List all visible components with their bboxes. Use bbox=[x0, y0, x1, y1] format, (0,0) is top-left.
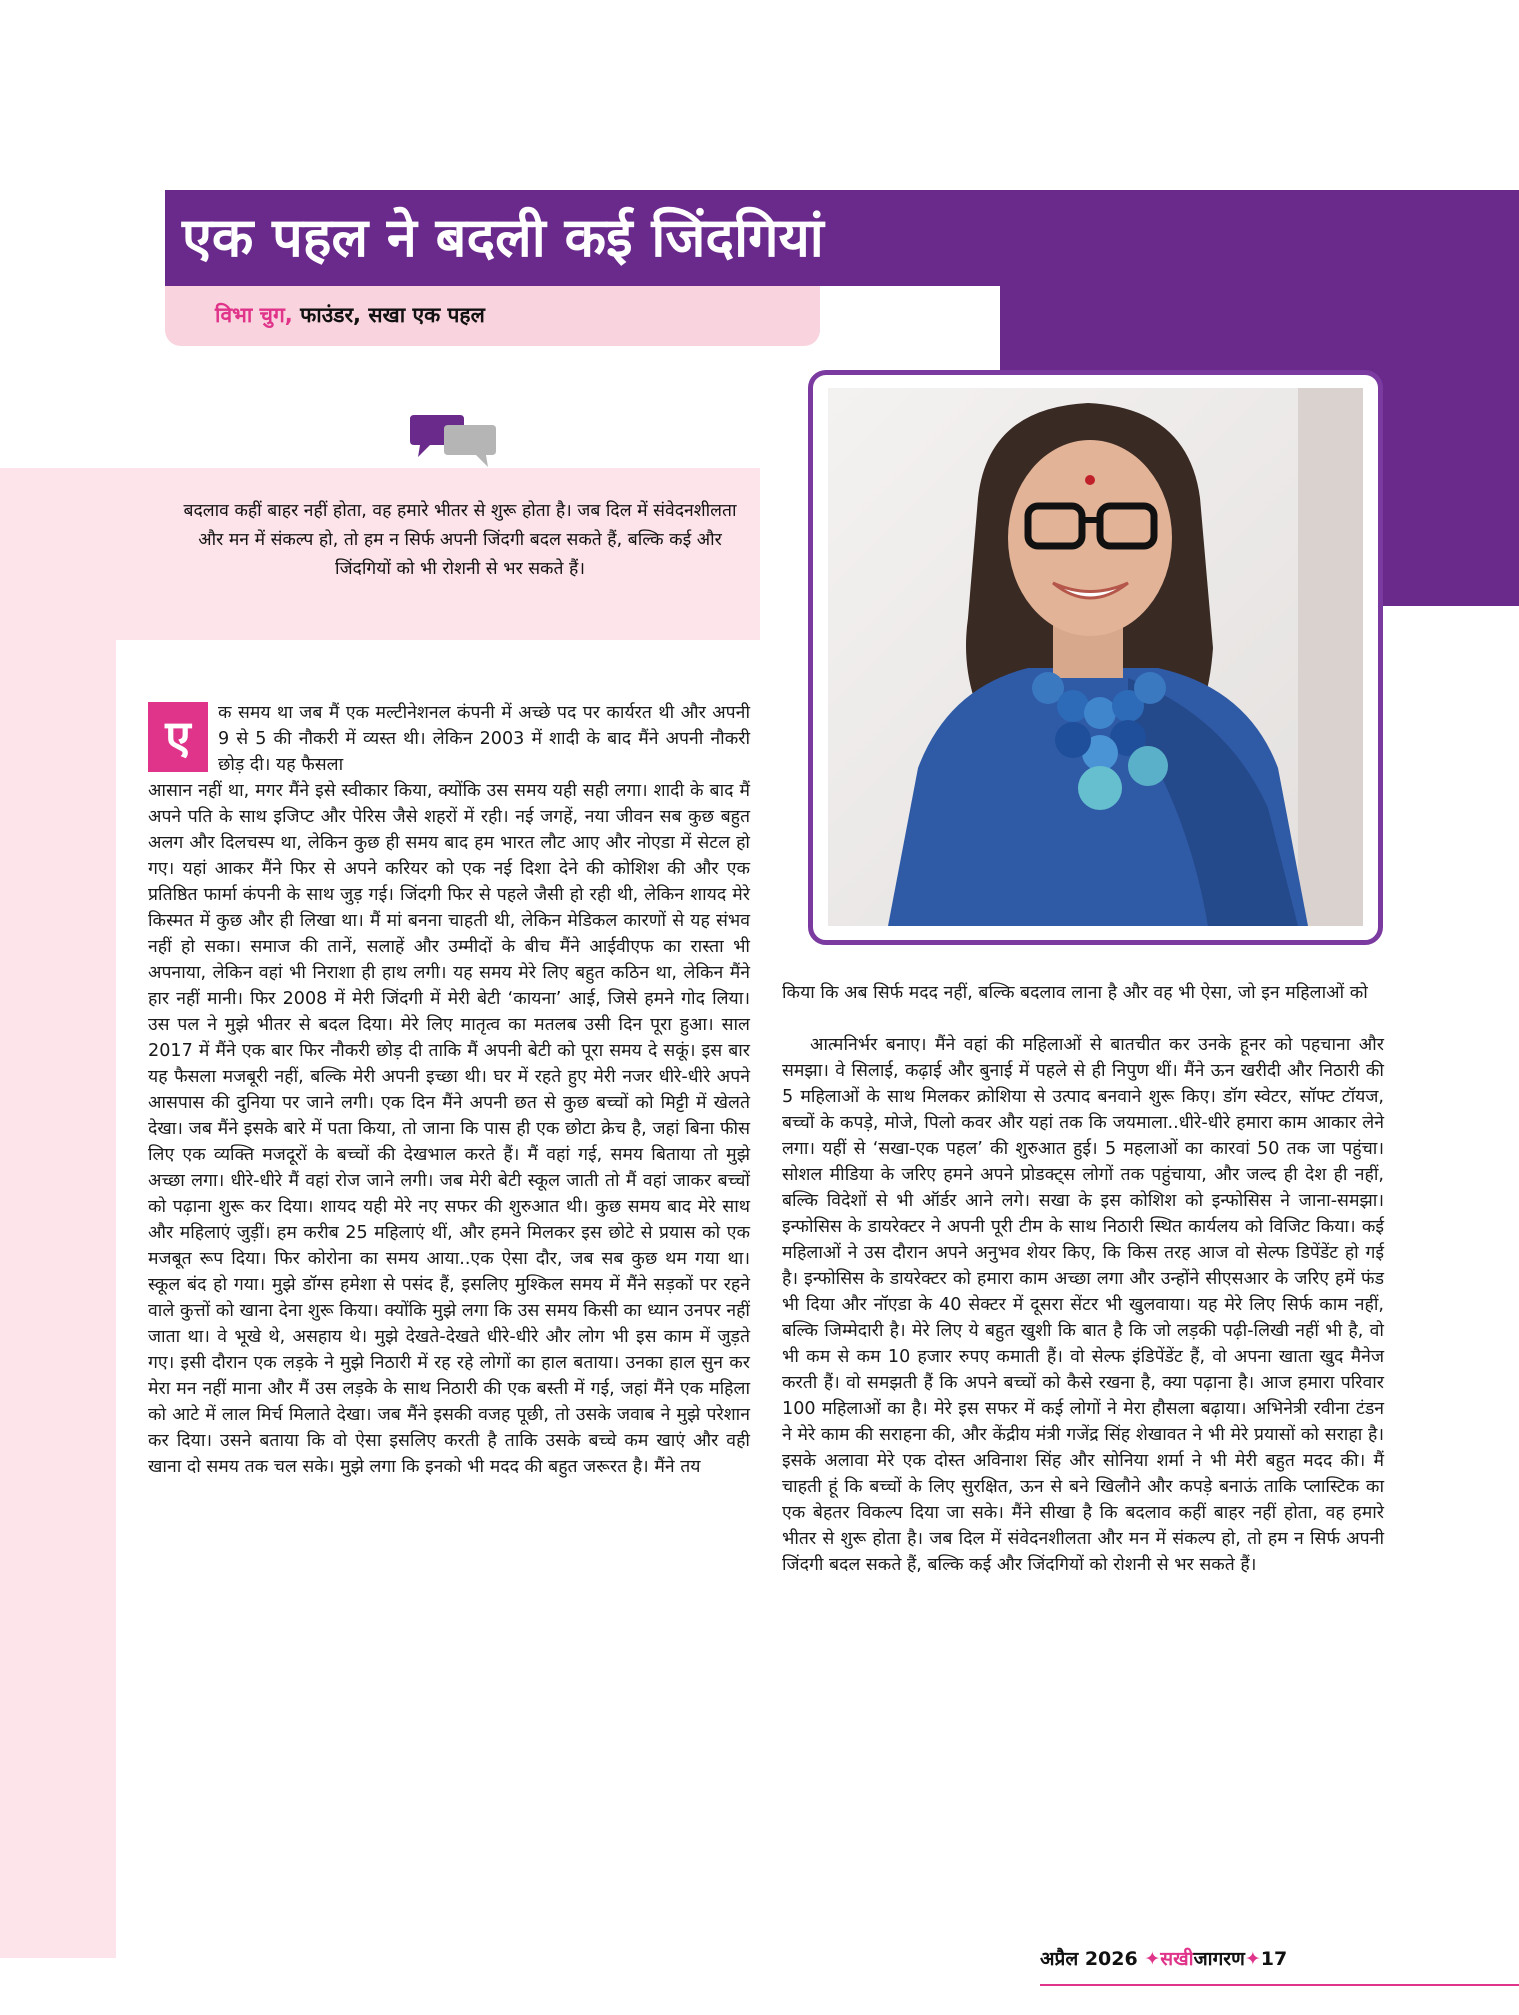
author-photo bbox=[828, 388, 1363, 926]
page-footer bbox=[1040, 1944, 1287, 1974]
pull-quote: बदलाव कहीं बाहर नहीं होता, वह हमारे भीतर से शुरू होता है। जब दिल में संवेदनशीलता और मन में संकल्प हो, तो हम न सिर्फ अपनी जिंदगी बदल सकते हैं, बल्कि कई और जिंदगियों को भी रोशनी से भर सकते हैं। bbox=[183, 501, 737, 579]
body-text-right-column bbox=[782, 980, 1384, 1578]
magazine-name-part1: सखी bbox=[1160, 1948, 1194, 1970]
author-role: फाउंडर, सखा एक पहल bbox=[292, 303, 485, 327]
portrait-illustration bbox=[828, 388, 1363, 926]
byline bbox=[215, 298, 485, 332]
page-number: 17 bbox=[1260, 1948, 1288, 1970]
star-icon: ✦ bbox=[1144, 1948, 1161, 1970]
issue-date: अप्रैल 2026 bbox=[1040, 1948, 1138, 1970]
page-title: एक पहल ने बदली कई जिंदगियां bbox=[182, 206, 824, 269]
body-text-intro: क समय था जब मैं एक मल्टीनेशनल कंपनी में अच्छे पद पर कार्यरत थी और अपनी 9 से 5 की नौकरी में व्यस्त थी। लेकिन 2003 में शादी के बाद मैंने अपनी नौकरी छोड़ दी। यह फैसला bbox=[218, 703, 750, 775]
body-paragraph: किया कि अब सिर्फ मदद नहीं, बल्कि बदलाव लाना है और वह भी ऐसा, जो इन महिलाओं को bbox=[782, 983, 1368, 1003]
body-text-left-column: आसान नहीं था, मगर मैंने इसे स्वीकार किया, क्योंकि उस समय यही सही लगा। शादी के बाद मैं अपने पति के साथ इजिप्ट और पेरिस जैसे शहरों में रही। नई जगहें, नया जीवन सब कुछ बहुत अलग और दिलचस्प था, लेकिन कुछ ही समय बाद हम भारत लौट आए और नोएडा में सेटल हो गए। यहां आकर मैंने फिर से अपने करियर को एक नई दिशा देने की कोशिश की और एक प्रतिष्ठित फार्मा कंपनी के साथ जुड़ गई। जिंदगी फिर से पहले जैसी हो रही थी, लेकिन शायद मेरे किस्मत में कुछ और ही लिखा था। मैं मां बनना चाहती थी, लेकिन मेडिकल कारणों से यह संभव नहीं हो सका। समाज की तानें, सलाहें और उम्मीदों के बीच मैंने आईवीएफ का रास्ता भी अपनाया, लेकिन वहां भी निराशा ही हाथ लगी। यह समय मेरे लिए बहुत कठिन था, लेकिन मैंने हार नहीं मानी। फिर 2008 में मेरी जिंदगी में मेरी बेटी ‘कायना’ आई, जिसे हमने गोद लिया। उस पल ने मुझे भीतर से बदल दिया। मेरे लिए मातृत्व का मतलब उसी दिन पूरा हुआ। साल 2017 में मैंने एक बार फिर नौकरी छोड़ दी ताकि मैं अपनी बेटी को पूरा समय दे सकूं। इस बार यह फैसला मजबूरी नहीं, बल्कि मेरी अपनी इच्छा थी। घर में रहते हुए मेरी नजर धीरे-धीरे अपने आसपास की दुनिया पर जाने लगी। एक दिन मैंने अपनी छत से कुछ बच्चों को मिट्टी में खेलते देखा। जब मैंने इसके बारे में पता किया, तो जाना कि पास ही एक छोटा क्रेच है, जहां बिना फीस लिए एक व्यक्ति मजदूरों के बच्चों की देखभाल करते हैं। मैं वहां गई, समय बिताया तो मुझे अच्छा लगा। धीरे-धीरे मैं वहां रोज जाने लगी। जब मेरी बेटी स्कूल जाती तो मैं वहां जाकर बच्चों को पढ़ाना शुरू कर दिया। शायद यही मेरे नए सफर की शुरुआत थी। कुछ समय बाद मेरे साथ और महिलाएं जुड़ीं। हम करीब 25 महिलाएं थीं, और हमने मिलकर इस छोटे से प्रयास को एक मजबूत रूप दिया। फिर कोरोना का समय आया..एक ऐसा दौर, जब सब कुछ थम गया था। स्कूल बंद हो गया। मुझे डॉग्स हमेशा से पसंद हैं, इसलिए मुश्किल समय में मैंने सड़कों पर रहने वाले कुत्तों को खाना देना शुरू किया। क्योंकि मुझे लगा कि उस समय किसी का ध्यान उनपर नहीं जाता था। वे भूखे थे, असहाय थे। मुझे देखते-देखते धीरे-धीरे और लोग भी इस काम में जुड़ते गए। इसी दौरान एक लड़के ने मुझे निठारी में रह रहे लोगों का हाल बताया। उनका हाल सुन कर मेरा मन नहीं माना और मैं उस लड़के के साथ निठारी की एक बस्ती में गई, जहां मैंने एक महिला को आटे में लाल मिर्च मिलाते देखा। जब मैंने इसकी वजह पूछी, तो उसके जवाब ने मुझे परेशान कर दिया। उसने बताया कि वो ऐसा इसलिए करती है ताकि उसके बच्चे कम खाएं और वही खाना दो समय तक चल सके। मुझे लगा कि इनको भी मदद की बहुत जरूरत है। मैंने तय bbox=[148, 781, 750, 1477]
speech-bubble-icon bbox=[408, 415, 498, 470]
author-name: विभा चुग, bbox=[215, 303, 293, 327]
star-icon: ✦ bbox=[1244, 1948, 1261, 1970]
drop-cap: ए bbox=[148, 702, 208, 772]
left-pink-margin bbox=[0, 640, 116, 1958]
footer-rule bbox=[1040, 1984, 1519, 1986]
magazine-name-part2: जागरण bbox=[1193, 1948, 1245, 1970]
body-paragraph: आत्मनिर्भर बनाए। मैंने वहां की महिलाओं से बातचीत कर उनके हूनर को पहचाना और समझा। वे सिलाई, कढ़ाई और बुनाई में पहले से ही निपुण थीं। मैंने ऊन खरीदी और निठारी की 5 महिलाओं के साथ मिलकर क्रोशिया से उत्पाद बनवाने शुरू किए। डॉग स्वेटर, सॉफ्ट टॉयज, बच्चों के कपड़े, मोजे, पिलो कवर और यहां तक कि जयमाला..धीरे-धीरे हमारा काम आकार लेने लगा। यहीं से ‘सखा-एक पहल’ की शुरुआत हुई। 5 महलाओं का कारवां 50 तक जा पहुंचा। सोशल मीडिया के जरिए हमने अपने प्रोडक्ट्स लोगों तक पहुंचाया, और जल्द ही देश ही नहीं, बल्कि विदेशों से भी ऑर्डर आने लगे। सखा के इस कोशिश को इन्फोसिस ने जाना-समझा। इन्फोसिस के डायरेक्टर ने अपनी पूरी टीम के साथ निठारी स्थित कार्यलय को विजिट किया। कई महिलाओं ने उस दौरान अपने अनुभव शेयर किए, कि किस तरह आज वो सेल्फ डिपेंडेंट हो गई है। इन्फोसिस के डायरेक्टर को हमारा काम अच्छा लगा और उन्होंने सीएसआर के जरिए हमें फंड भी दिया और नॉएडा के 40 सेक्टर में दूसरा सेंटर भी खुलवाया। यह मेरे लिए सिर्फ काम नहीं, बल्कि जिम्मेदारी है। मेरे लिए ये बहुत खुशी कि बात है कि जो लड़की पढ़ी-लिखी नहीं भी है, वो भी कम से कम 10 हजार रुपए कमाती हैं। वो सेल्फ इंडिपेंडेंट हैं, वो अपना खाता खुद मैनेज करती हैं। वो समझती हैं कि अपने बच्चों को कैसे रखना है, क्या पढ़ाना है। आज हमारा परिवार 100 महिलाओं का है। मेरे इस सफर में कई लोगों ने मेरा हौसला बढ़ाया। अभिनेत्री रवीना टंडन ने मेरे काम की सराहना की, और केंद्रीय मंत्री गजेंद्र सिंह शेखावत ने भी मेरे प्रयासों को सराहा है। इसके अलावा मेरे एक दोस्त अविनाश सिंह और सोनिया शर्मा ने भी मेरी बहुत मदद की। मैं चाहती हूं कि बच्चों के लिए सुरक्षित, ऊन से बने खिलौने और कपड़े बनाऊं ताकि प्लास्टिक का एक बेहतर विकल्प दिया जा सके। मैंने सीखा है कि बदलाव कहीं बाहर नहीं होता, वह हमारे भीतर से शुरू होता है। जब दिल में संवेदनशीलता और मन में संकल्प हो, तो हम न सिर्फ अपनी जिंदगी बदल सकते हैं, बल्कि कई और जिंदगियों को रोशनी से भर सकते हैं। bbox=[782, 1035, 1384, 1575]
